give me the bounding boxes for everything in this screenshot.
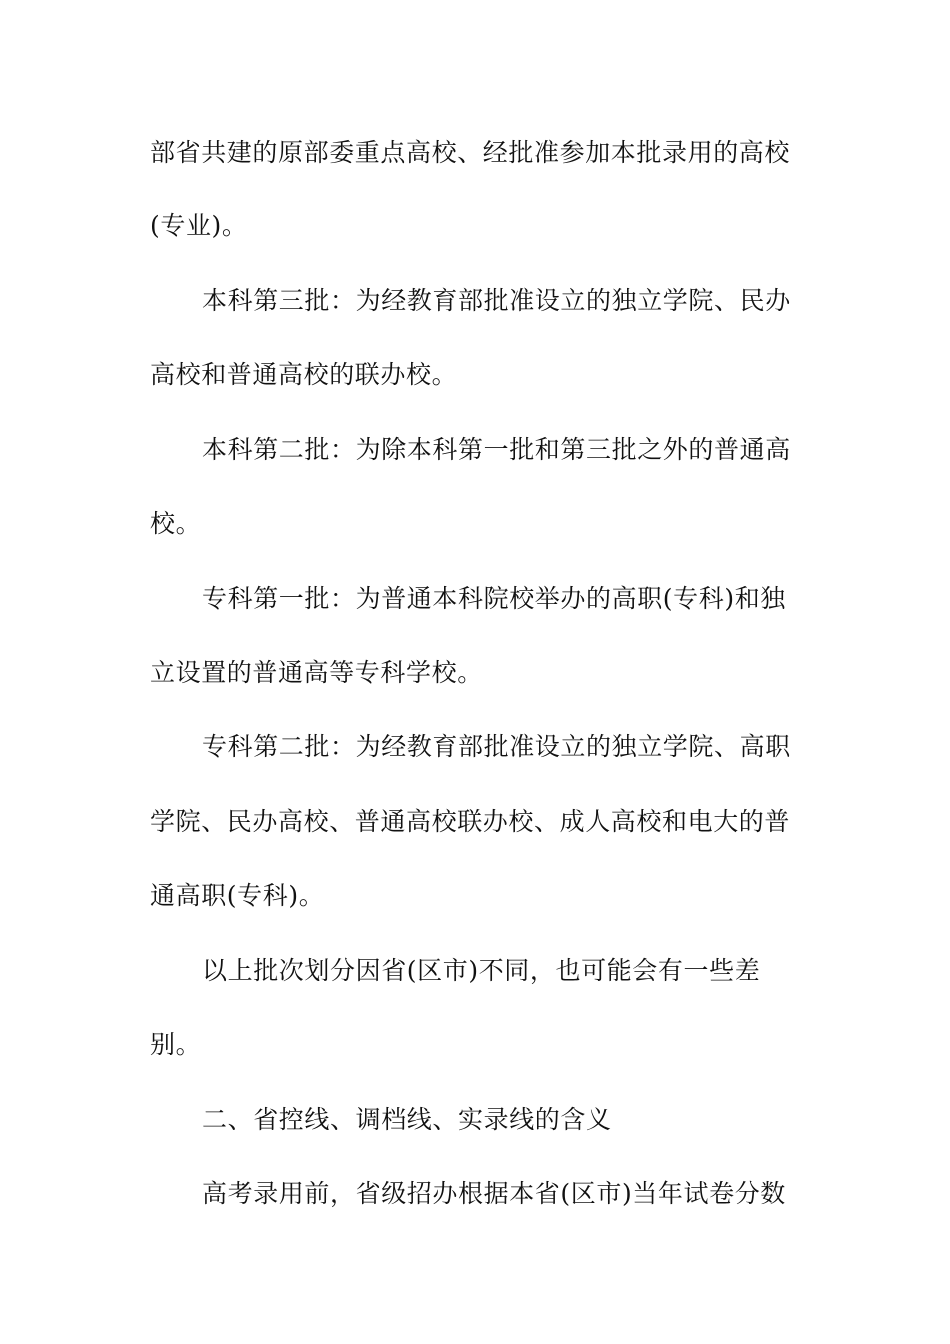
text-line: 立设置的普通高等专科学校。	[150, 658, 483, 687]
paragraph-batch-note: 以上批次划分因省(区市)不同，也可能会有一些差	[202, 956, 761, 985]
text-line: 别。	[150, 1030, 202, 1059]
paragraph-score-lines: 高考录用前，省级招办根据本省(区市)当年试卷分数	[202, 1179, 786, 1208]
section-heading: 二、省控线、调档线、实录线的含义	[202, 1105, 612, 1134]
text-line: 高校和普通高校的联办校。	[150, 360, 458, 389]
text-line: 学院、民办高校、普通高校联办校、成人高校和电大的普	[150, 807, 791, 836]
text-line: 通高职(专科)。	[150, 881, 325, 910]
text-line: (专业)。	[150, 211, 248, 240]
paragraph-junior-college-batch-1: 专科第一批：为普通本科院校举办的高职(专科)和独	[202, 584, 786, 613]
paragraph-junior-college-batch-2: 专科第二批：为经教育部批准设立的独立学院、高职	[202, 732, 791, 761]
paragraph-undergrad-batch-3: 本科第三批：为经教育部批准设立的独立学院、民办	[202, 286, 791, 315]
text-line: 部省共建的原部委重点高校、经批准参加本批录用的高校	[150, 138, 791, 167]
text-line: 校。	[150, 509, 202, 538]
paragraph-undergrad-batch-2: 本科第二批：为除本科第一批和第三批之外的普通高	[202, 435, 791, 464]
